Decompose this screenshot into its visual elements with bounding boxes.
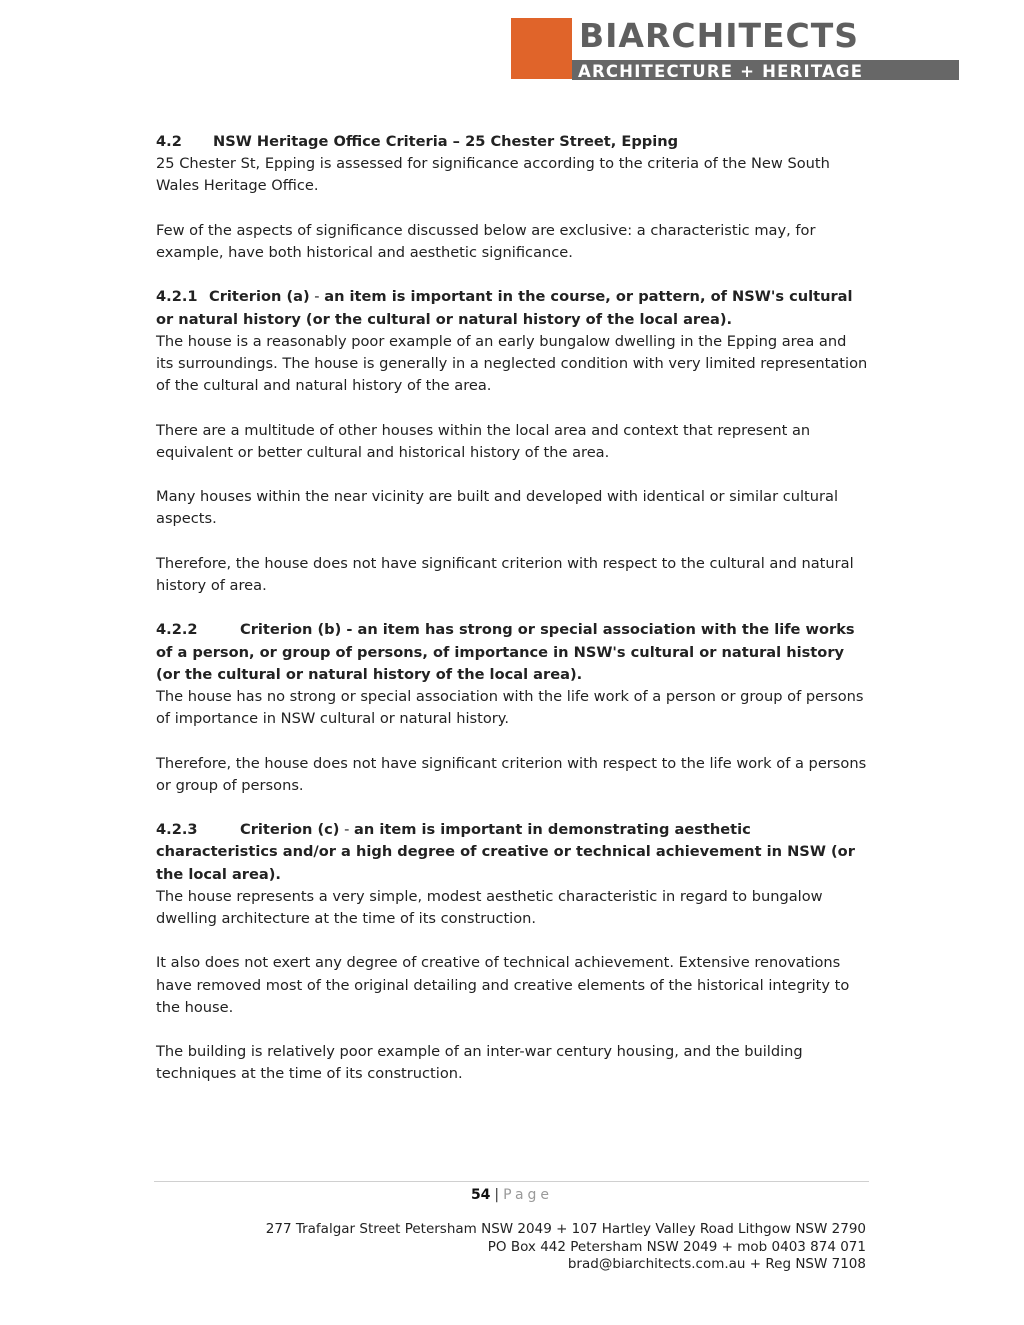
criterion-b-heading bbox=[156, 619, 868, 686]
page-number-separator: | bbox=[494, 1187, 500, 1203]
paragraph: There are a multitude of other houses within the local area and context that represent an equivalent or better cultural and historical history of the area. bbox=[156, 421, 811, 461]
page-label: Page bbox=[503, 1187, 554, 1203]
paragraph: The house has no strong or special association with the life work of a person or group of persons of importance in NSW cultural or natural history. bbox=[156, 687, 864, 728]
criterion-b-label: Criterion (b) bbox=[240, 621, 342, 639]
section-number: 4.2 bbox=[156, 133, 182, 150]
logo-band bbox=[572, 60, 959, 80]
paragraph: Many houses within the near vicinity are built and developed with identical or similar cultural aspects. bbox=[156, 488, 839, 528]
logo-orange-square bbox=[511, 18, 572, 79]
criterion-b-title: an item has strong or special association with the life works of a person, or group of persons, of importance in NSW's cultural or natural history (or the cultural or natural history of the local area). bbox=[156, 621, 855, 683]
criterion-a-label: Criterion (a) bbox=[209, 288, 310, 306]
criterion-b-dash: - bbox=[341, 621, 358, 639]
section-note: Few of the aspects of significance discussed below are exclusive: a characteristic may, for example, have both historical and aesthetic significance. bbox=[156, 221, 816, 261]
address-line: 277 Trafalgar Street Petersham NSW 2049 + 107 Hartley Valley Road Lithgow NSW 2790 bbox=[265, 1221, 866, 1237]
paragraph: The house is a reasonably poor example of an early bungalow dwelling in the Epping area and its surroundings. The house is generally in a neglected condition with very limited representation of the cultural and natural history of the area. bbox=[156, 332, 868, 395]
criterion-a-heading bbox=[156, 286, 868, 330]
logo-title: BIARCHITECTS bbox=[579, 16, 860, 55]
page-number bbox=[0, 1185, 1024, 1205]
footer-divider bbox=[154, 1181, 869, 1182]
section-title: NSW Heritage Office Criteria – 25 Chester Street, Epping bbox=[213, 133, 679, 150]
company-logo bbox=[511, 18, 959, 80]
paragraph: It also does not exert any degree of creative of technical achievement. Extensive renovations have removed most of the original detailing and creative elements of the historical integrity to the house. bbox=[156, 954, 850, 1016]
paragraph: The building is relatively poor example of an inter-war century housing, and the building techniques at the time of its construction. bbox=[156, 1043, 803, 1083]
criterion-b-number: 4.2.2 bbox=[156, 621, 198, 639]
section-heading bbox=[156, 131, 868, 153]
criterion-a-dash: - bbox=[309, 288, 325, 306]
section-intro: 25 Chester St, Epping is assessed for significance according to the criteria of the New South Wales Heritage Office. bbox=[156, 155, 830, 195]
footer-address bbox=[266, 1221, 866, 1274]
paragraph: Therefore, the house does not have significant criterion with respect to the cultural and natural history of area. bbox=[156, 554, 854, 594]
document-body bbox=[156, 131, 868, 1086]
criterion-a-title: an item is important in the course, or pattern, of NSW's cultural or natural history (or the cultural or natural history of the local area). bbox=[156, 288, 853, 328]
criterion-c-label: Criterion (c) bbox=[240, 821, 340, 839]
logo-subtitle: ARCHITECTURE + HERITAGE bbox=[578, 62, 864, 81]
criterion-c-heading bbox=[156, 819, 868, 886]
paragraph: Therefore, the house does not have significant criterion with respect to the life work of a persons or group of persons. bbox=[156, 754, 867, 794]
criterion-c-title: an item is important in demonstrating aesthetic characteristics and/or a high degree of creative or technical achievement in NSW (or the local area). bbox=[156, 821, 855, 883]
criterion-a-number: 4.2.1 bbox=[156, 288, 198, 306]
criterion-c-number: 4.2.3 bbox=[156, 821, 198, 839]
page-number-value: 54 bbox=[470, 1187, 491, 1203]
criterion-c-dash: - bbox=[339, 821, 355, 839]
address-line: PO Box 442 Petersham NSW 2049 + mob 0403 874 071 bbox=[487, 1238, 866, 1255]
paragraph: The house represents a very simple, modest aesthetic characteristic in regard to bungalow dwelling architecture at the time of its construction. bbox=[156, 887, 823, 927]
contact-line: brad@biarchitects.com.au + Reg NSW 7108 bbox=[567, 1256, 866, 1272]
